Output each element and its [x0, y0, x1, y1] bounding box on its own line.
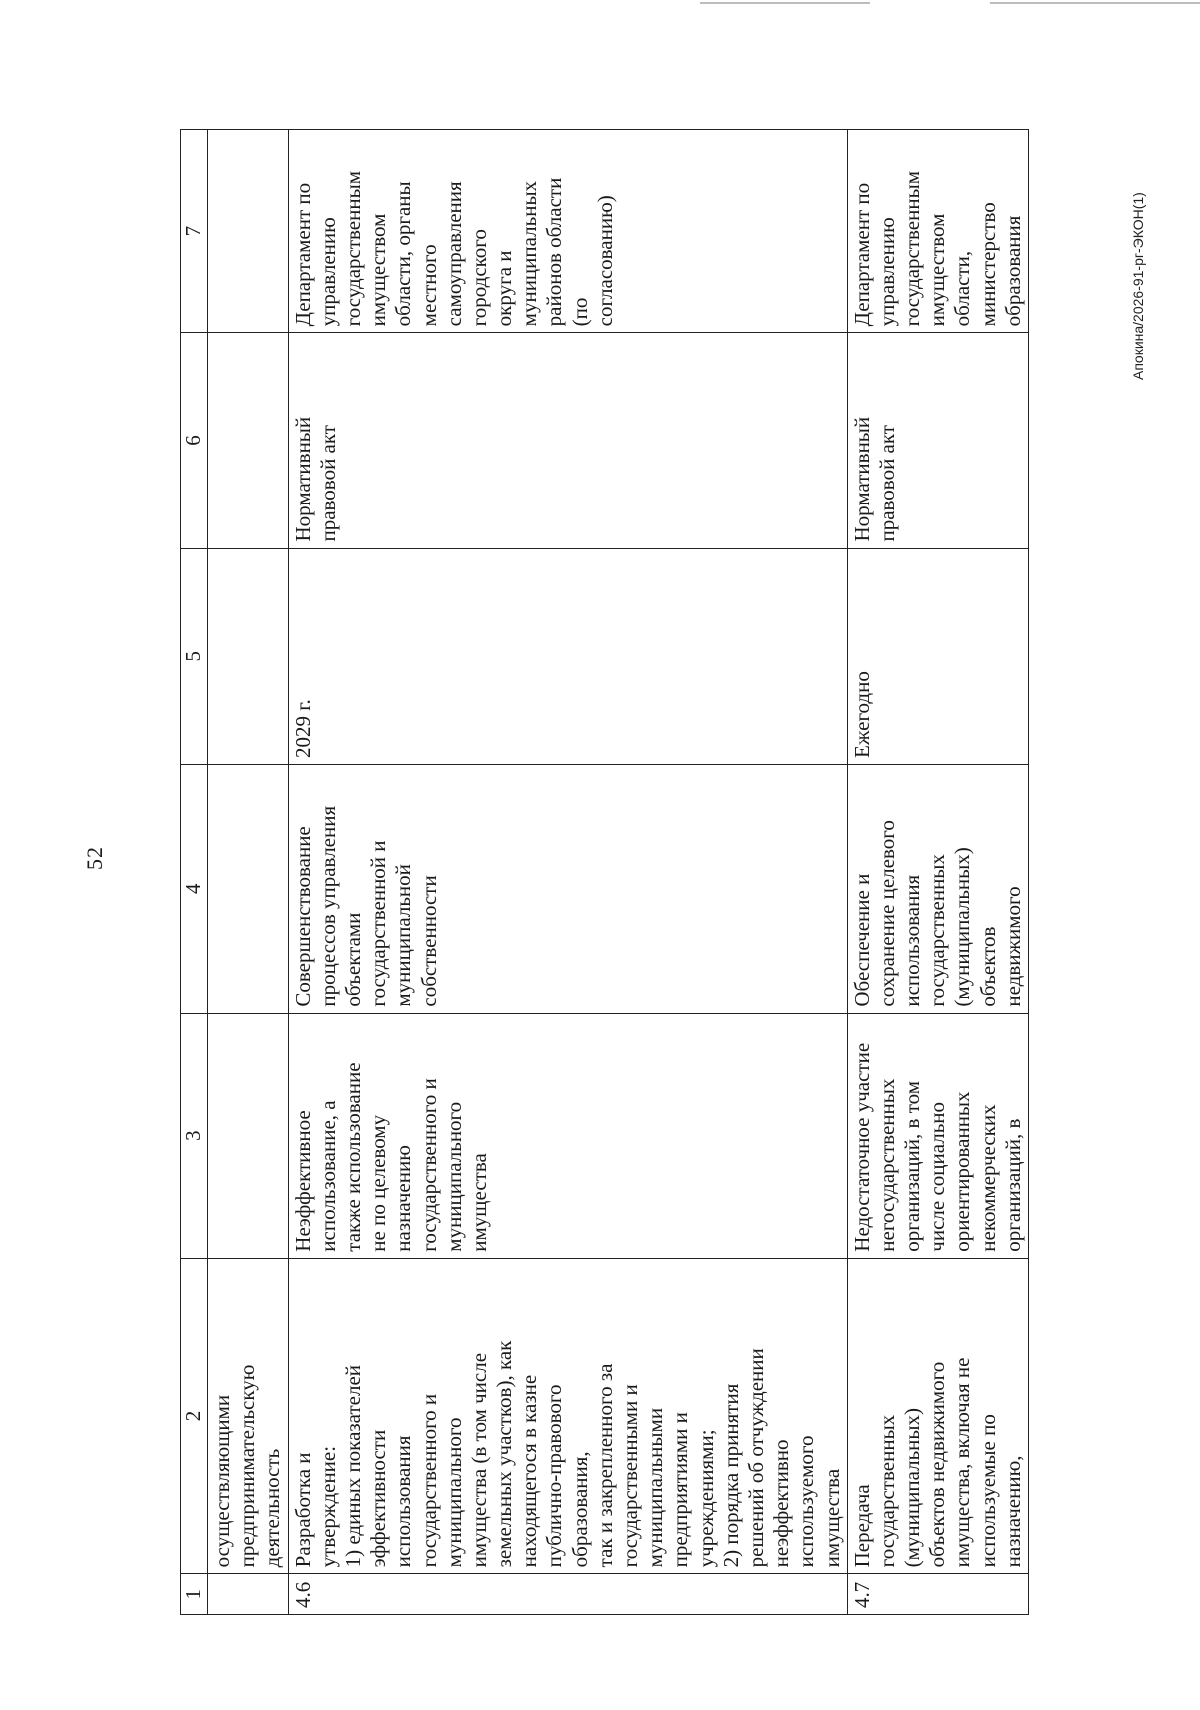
cell-measure: Передача государственных (муниципальных) объектов недвижимого имущества, включая не используемые по назначению, [847, 1258, 1028, 1574]
column-header-4: 4 [181, 764, 208, 1013]
cell-result: Обеспечение и сохранение целевого использования государственных (муниципальных) объектов недвижимого [847, 764, 1028, 1013]
cell-deadline: 2029 г. [288, 548, 847, 764]
cell-measure: Разработка и утверждение: 1) единых показателей эффективности использования государственного и муниципального имущества (в том числе земельных участков), как находящегося в казне публично-правового образования, так и закрепленного за государственными и муниципальными предприятиями и учреждениями; 2) порядка принятия решений об отчуждении неэффективно используемого имущества [288, 1258, 847, 1574]
cell-deadline: Ежегодно [847, 548, 1028, 764]
cell-problem: Недостаточное участие негосударственных организаций, в том числе социально ориентированных некоммерческих организаций, в [847, 1013, 1028, 1258]
cell-result: Совершенствование процессов управления объектами государственной и муниципальной собственности [288, 764, 847, 1013]
column-header-3: 3 [181, 1013, 208, 1258]
cell-result [208, 764, 289, 1013]
cell-measure-continued: осуществляющими предпринимательскую деятельность [208, 1258, 289, 1574]
column-header-5: 5 [181, 548, 208, 764]
cell-problem [208, 1013, 289, 1258]
column-header-1: 1 [181, 1574, 208, 1615]
table-row [847, 130, 1028, 1615]
column-header-6: 6 [181, 333, 208, 548]
cell-num: 4.7 [847, 1574, 1028, 1615]
table-row-continuation [208, 130, 289, 1615]
cell-responsible: Департамент по управлению государственным имуществом области, министерство образования [847, 130, 1028, 333]
cell-responsible: Департамент по управлению государственным имуществом области, органы местного самоуправления городского округа и муниципальных районов области (по согласованию) [288, 130, 847, 333]
cell-document [208, 333, 289, 548]
column-header-2: 2 [181, 1258, 208, 1574]
table-header-row [181, 130, 208, 1615]
action-plan-table [180, 129, 1029, 1615]
cell-problem: Неэффективное использование, а также использование не по целевому назначению государственного и муниципального имущества [288, 1013, 847, 1258]
column-header-7: 7 [181, 130, 208, 333]
document-code: Апокина/2026-91-рг-ЭКОН(1) [1130, 192, 1146, 380]
cell-num: 4.6 [288, 1574, 847, 1615]
cell-deadline [208, 548, 289, 764]
cell-document: Нормативный правовой акт [288, 333, 847, 548]
table-row [288, 130, 847, 1615]
cell-document: Нормативный правовой акт [847, 333, 1028, 548]
page-number: 52 [82, 846, 107, 870]
cell-num [208, 1574, 289, 1615]
cell-responsible [208, 130, 289, 333]
